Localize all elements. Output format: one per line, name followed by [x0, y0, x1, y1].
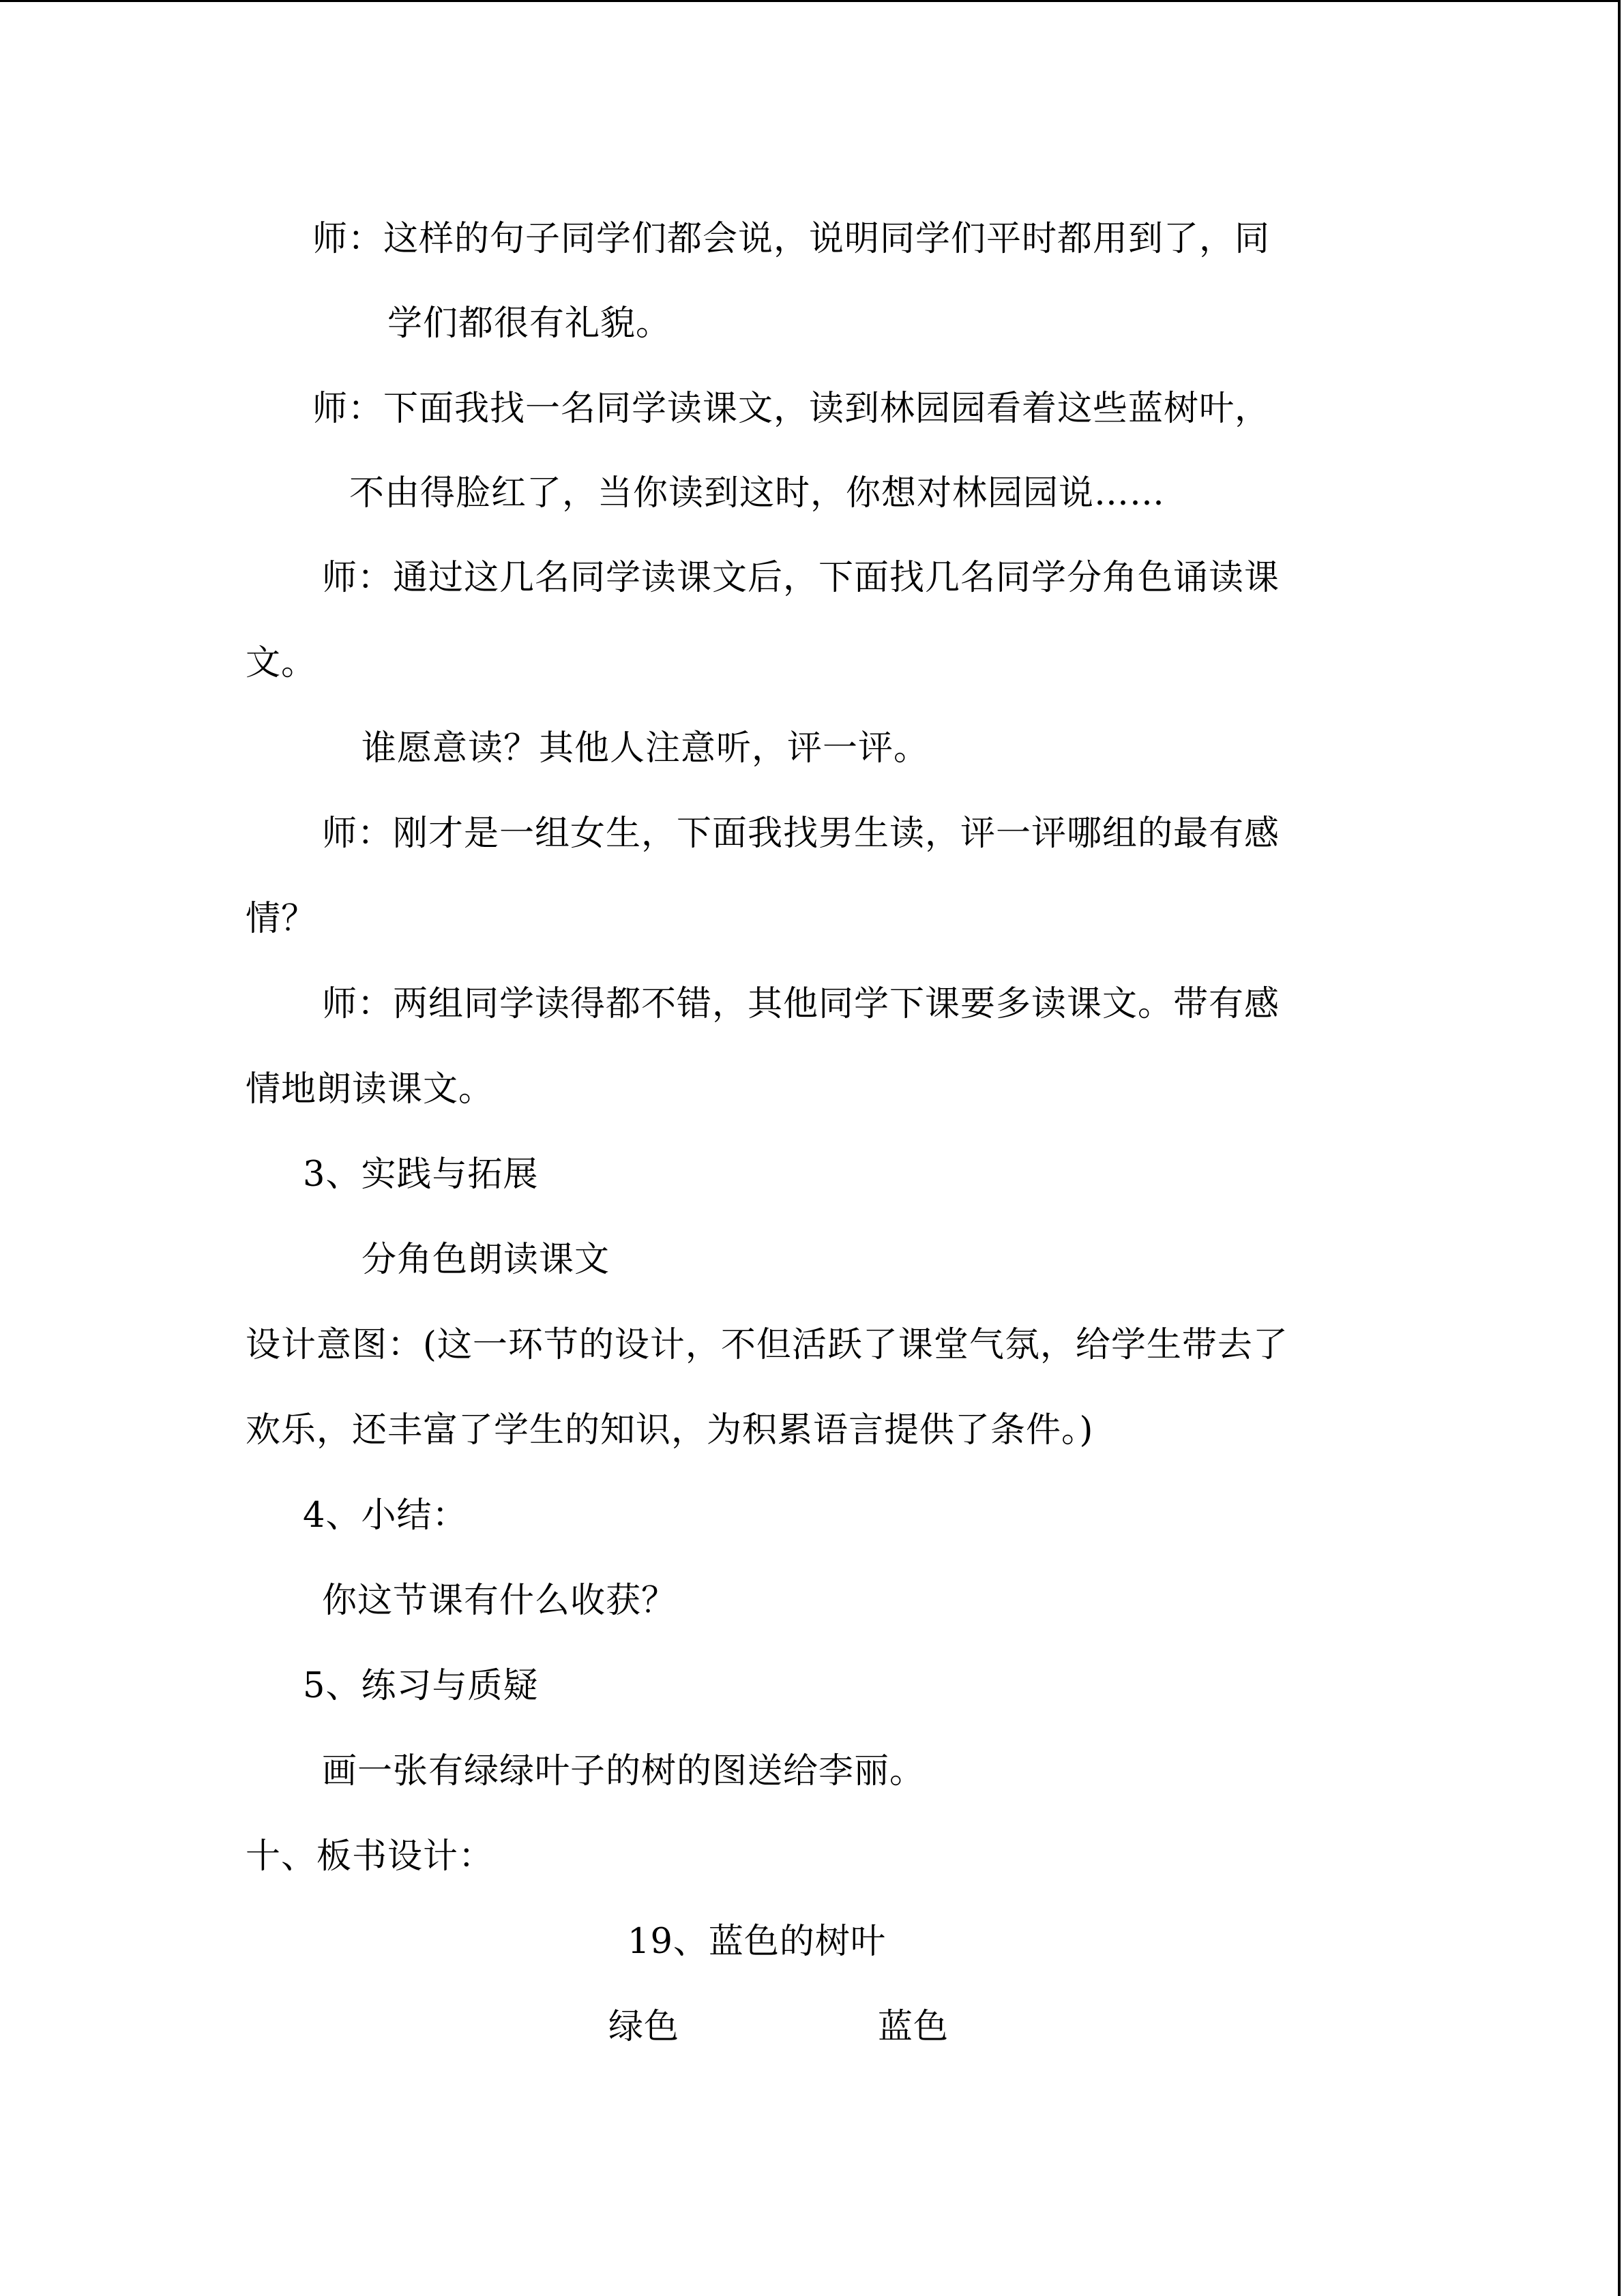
paragraph-line: 不由得脸红了，当你读到这时，你想对林园园说…… — [349, 473, 1166, 513]
paragraph-line: 情？ — [246, 899, 317, 939]
paragraph-line: 谁愿意读？其他人注意听，评一评。 — [361, 728, 930, 769]
paragraph-line: 设计意图：(这一环节的设计，不但活跃了课堂气氛，给学生带去了 — [246, 1325, 1288, 1365]
paragraph-line: 师：下面我找一名同学读课文，读到林园园看着这些蓝树叶， — [312, 389, 1271, 429]
paragraph-line: 师：通过这几名同学读课文后，下面找几名同学分角色诵读课 — [322, 558, 1280, 598]
section-heading: 十、板书设计： — [246, 1836, 494, 1877]
paragraph-line: 文。 — [246, 643, 317, 683]
paragraph-line: 你这节课有什么收获？ — [322, 1581, 677, 1621]
blackboard-item: 蓝色 — [878, 2007, 949, 2047]
blackboard-title: 19、蓝色的树叶 — [628, 1922, 886, 1962]
blackboard-item: 绿色 — [608, 2007, 680, 2047]
paragraph-line: 画一张有绿绿叶子的树的图送给李丽。 — [322, 1751, 926, 1791]
paragraph-line: 学们都很有礼貌。 — [387, 303, 672, 344]
paragraph-line: 师：这样的句子同学们都会说，说明同学们平时都用到了，同 — [312, 219, 1271, 259]
paragraph-line: 分角色朗读课文 — [361, 1240, 610, 1280]
section-heading: 4、小结： — [303, 1495, 468, 1536]
paragraph-line: 师：刚才是一组女生，下面我找男生读，评一评哪组的最有感 — [322, 814, 1280, 854]
section-heading: 5、练习与质疑 — [303, 1666, 539, 1706]
paragraph-line: 情地朗读课文。 — [246, 1069, 494, 1109]
section-heading: 3、实践与拓展 — [303, 1154, 539, 1195]
paragraph-line: 师：两组同学读得都不错，其他同学下课要多读课文。带有感 — [322, 984, 1280, 1024]
paragraph-line: 欢乐，还丰富了学生的知识，为积累语言提供了条件。) — [246, 1410, 1094, 1450]
